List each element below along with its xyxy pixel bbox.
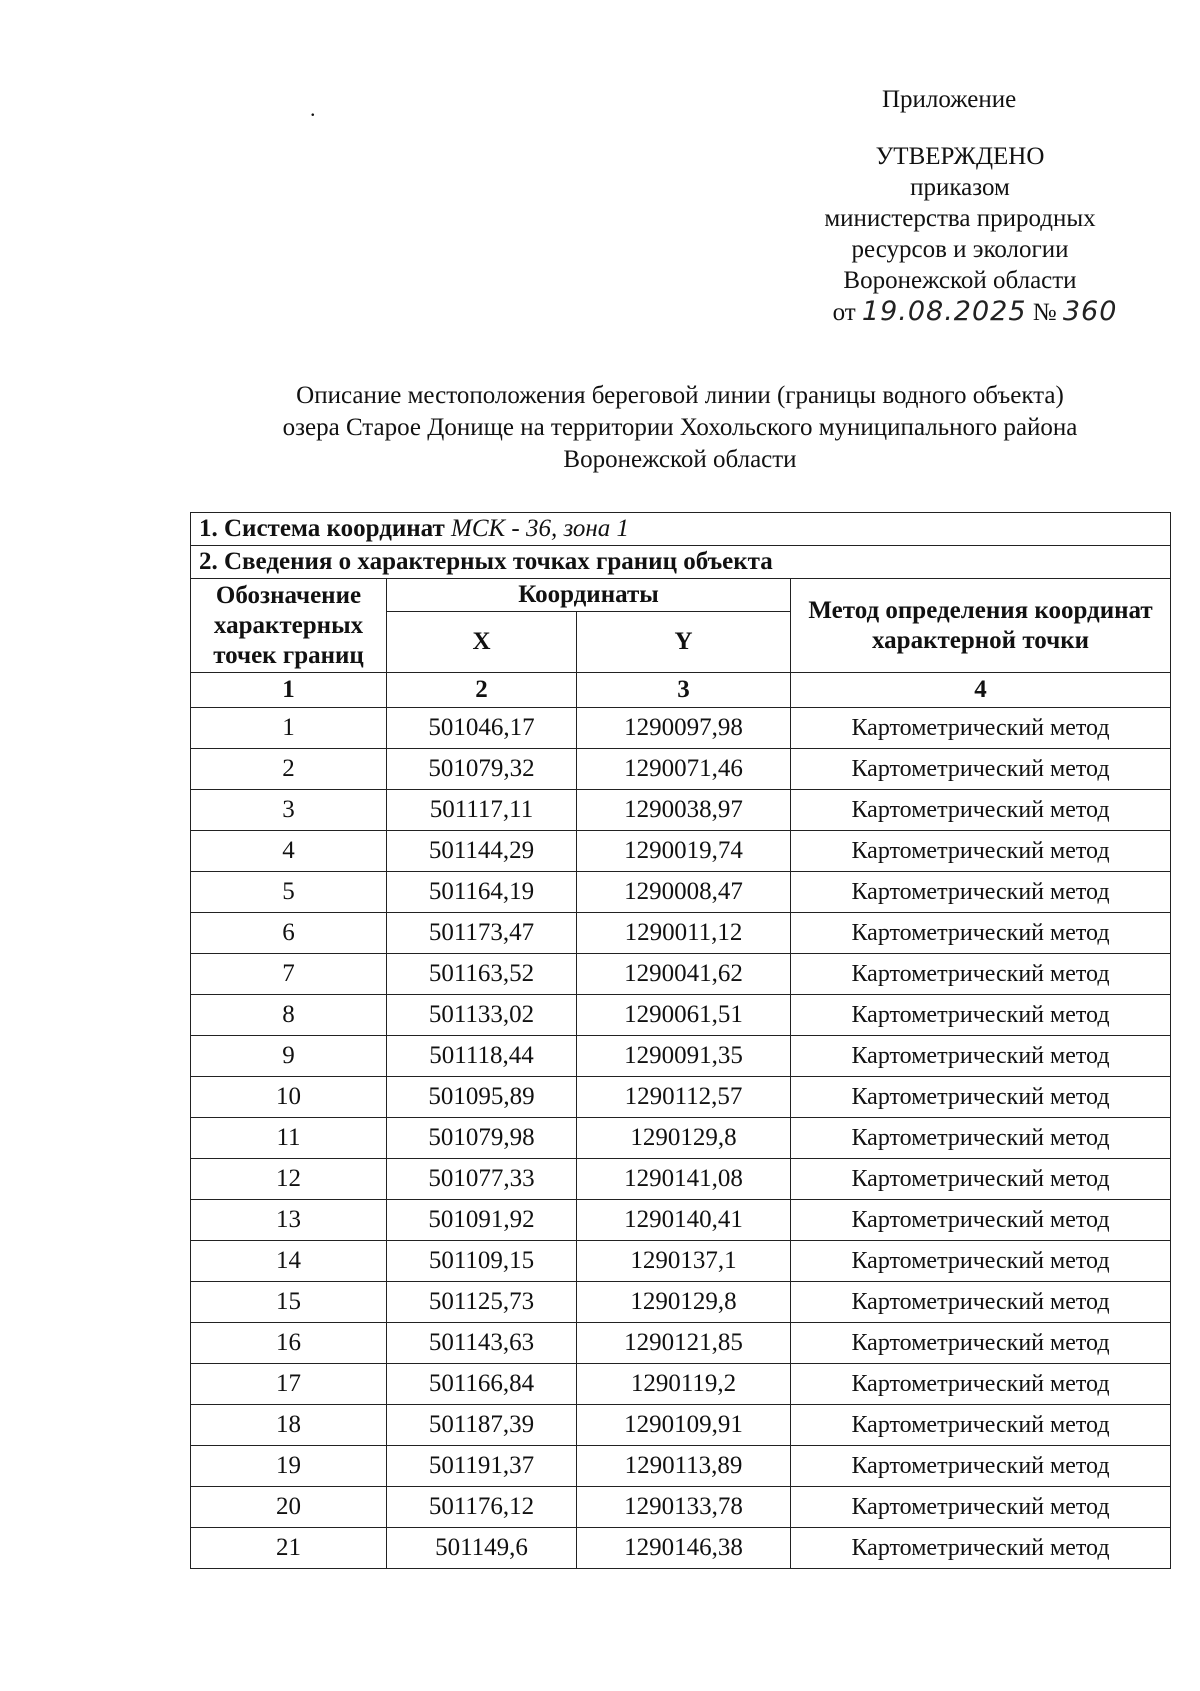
y-coordinate-cell: 1290091,35 [577, 1036, 791, 1077]
y-coordinate-cell: 1290141,08 [577, 1159, 791, 1200]
approval-line-1: приказом [910, 174, 1010, 201]
col-method-header: Метод определения координат характерной точки [791, 579, 1171, 673]
y-coordinate-cell: 1290121,85 [577, 1323, 791, 1364]
method-cell: Картометрический метод [791, 708, 1171, 749]
x-coordinate-cell: 501118,44 [387, 1036, 577, 1077]
method-cell: Картометрический метод [791, 1405, 1171, 1446]
system-label: 1. Система координат [199, 515, 445, 542]
table-row [191, 790, 1171, 831]
point-number-cell: 8 [191, 995, 387, 1036]
point-number-cell: 19 [191, 1446, 387, 1487]
title-line-1: Описание местоположения береговой линии (границы водного объекта) [296, 382, 1064, 409]
point-number-cell: 18 [191, 1405, 387, 1446]
x-coordinate-cell: 501117,11 [387, 790, 577, 831]
table-row [191, 1118, 1171, 1159]
point-number-cell: 17 [191, 1364, 387, 1405]
col-x-header: X [387, 612, 577, 673]
x-coordinate-cell: 501173,47 [387, 913, 577, 954]
method-cell: Картометрический метод [791, 1446, 1171, 1487]
x-coordinate-cell: 501079,32 [387, 749, 577, 790]
x-coordinate-cell: 501144,29 [387, 831, 577, 872]
col-number: 2 [387, 673, 577, 708]
table-row [191, 1159, 1171, 1200]
table-row [191, 708, 1171, 749]
approval-line-4: Воронежской области [843, 267, 1077, 294]
coordinates-table [190, 512, 1171, 1569]
table-row [191, 1200, 1171, 1241]
x-coordinate-cell: 501077,33 [387, 1159, 577, 1200]
document-title [180, 380, 1180, 476]
y-coordinate-cell: 1290119,2 [577, 1364, 791, 1405]
approved-label: УТВЕРЖДЕНО [875, 143, 1045, 170]
annex-label: Приложение [882, 86, 1017, 113]
x-coordinate-cell: 501095,89 [387, 1077, 577, 1118]
method-cell: Картометрический метод [791, 1282, 1171, 1323]
number-label: № [1032, 299, 1057, 326]
method-cell: Картометрический метод [791, 1118, 1171, 1159]
col-coords-header: Координаты [387, 579, 791, 612]
method-cell: Картометрический метод [791, 1528, 1171, 1569]
x-coordinate-cell: 501109,15 [387, 1241, 577, 1282]
x-coordinate-cell: 501149,6 [387, 1528, 577, 1569]
y-coordinate-cell: 1290133,78 [577, 1487, 791, 1528]
coordinate-system-cell [191, 513, 1171, 546]
x-coordinate-cell: 501191,37 [387, 1446, 577, 1487]
point-number-cell: 20 [191, 1487, 387, 1528]
x-coordinate-cell: 501163,52 [387, 954, 577, 995]
approval-line-3: ресурсов и экологии [851, 236, 1069, 263]
point-number-cell: 16 [191, 1323, 387, 1364]
from-label: от [832, 299, 856, 326]
table-row [191, 1282, 1171, 1323]
col-number: 4 [791, 673, 1171, 708]
table-row [191, 1036, 1171, 1077]
system-value: МСК - 36, зона 1 [451, 515, 630, 542]
order-number: 360 [1062, 296, 1118, 327]
column-numbers-row [191, 673, 1171, 708]
method-cell: Картометрический метод [791, 1159, 1171, 1200]
order-date-number [760, 296, 1160, 328]
x-coordinate-cell: 501143,63 [387, 1323, 577, 1364]
point-number-cell: 12 [191, 1159, 387, 1200]
table-row [191, 1528, 1171, 1569]
x-coordinate-cell: 501046,17 [387, 708, 577, 749]
col-number: 1 [191, 673, 387, 708]
point-number-cell: 4 [191, 831, 387, 872]
y-coordinate-cell: 1290137,1 [577, 1241, 791, 1282]
method-cell: Картометрический метод [791, 1036, 1171, 1077]
x-coordinate-cell: 501164,19 [387, 872, 577, 913]
y-coordinate-cell: 1290109,91 [577, 1405, 791, 1446]
y-coordinate-cell: 1290140,41 [577, 1200, 791, 1241]
y-coordinate-cell: 1290019,74 [577, 831, 791, 872]
point-number-cell: 1 [191, 708, 387, 749]
table-row [191, 1364, 1171, 1405]
table-row [191, 954, 1171, 995]
title-line-2: озера Старое Донище на территории Хохольского муниципального района [282, 414, 1078, 441]
point-number-cell: 3 [191, 790, 387, 831]
method-cell: Картометрический метод [791, 872, 1171, 913]
table-row [191, 1405, 1171, 1446]
y-coordinate-cell: 1290129,8 [577, 1118, 791, 1159]
method-cell: Картометрический метод [791, 995, 1171, 1036]
y-coordinate-cell: 1290112,57 [577, 1077, 791, 1118]
y-coordinate-cell: 1290113,89 [577, 1446, 791, 1487]
method-cell: Картометрический метод [791, 1364, 1171, 1405]
title-line-3: Воронежской области [563, 446, 797, 473]
point-number-cell: 21 [191, 1528, 387, 1569]
stray-dot: . [310, 96, 316, 121]
point-number-cell: 6 [191, 913, 387, 954]
info-label: 2. Сведения о характерных точках границ объекта [191, 546, 1171, 579]
table-row [191, 913, 1171, 954]
approval-line-2: министерства природных [824, 205, 1096, 232]
point-number-cell: 14 [191, 1241, 387, 1282]
point-number-cell: 9 [191, 1036, 387, 1077]
table-row [191, 749, 1171, 790]
system-row [191, 513, 1171, 546]
y-coordinate-cell: 1290008,47 [577, 872, 791, 913]
method-cell: Картометрический метод [791, 1323, 1171, 1364]
table-row [191, 1446, 1171, 1487]
y-coordinate-cell: 1290041,62 [577, 954, 791, 995]
method-cell: Картометрический метод [791, 1077, 1171, 1118]
point-number-cell: 11 [191, 1118, 387, 1159]
method-cell: Картометрический метод [791, 1200, 1171, 1241]
table-row [191, 831, 1171, 872]
y-coordinate-cell: 1290011,12 [577, 913, 791, 954]
point-number-cell: 2 [191, 749, 387, 790]
x-coordinate-cell: 501187,39 [387, 1405, 577, 1446]
y-coordinate-cell: 1290038,97 [577, 790, 791, 831]
table-body [191, 708, 1171, 1569]
point-number-cell: 15 [191, 1282, 387, 1323]
method-cell: Картометрический метод [791, 790, 1171, 831]
table-row [191, 1323, 1171, 1364]
col-number: 3 [577, 673, 791, 708]
x-coordinate-cell: 501166,84 [387, 1364, 577, 1405]
x-coordinate-cell: 501091,92 [387, 1200, 577, 1241]
method-cell: Картометрический метод [791, 749, 1171, 790]
y-coordinate-cell: 1290146,38 [577, 1528, 791, 1569]
order-date: 19.08.2025 [861, 296, 1027, 327]
y-coordinate-cell: 1290071,46 [577, 749, 791, 790]
table-row [191, 1077, 1171, 1118]
x-coordinate-cell: 501176,12 [387, 1487, 577, 1528]
y-coordinate-cell: 1290129,8 [577, 1282, 791, 1323]
method-cell: Картометрический метод [791, 954, 1171, 995]
table-row [191, 995, 1171, 1036]
method-cell: Картометрический метод [791, 1487, 1171, 1528]
col-point-header: Обозначение характерных точек границ [191, 579, 387, 673]
y-coordinate-cell: 1290061,51 [577, 995, 791, 1036]
point-number-cell: 10 [191, 1077, 387, 1118]
x-coordinate-cell: 501133,02 [387, 995, 577, 1036]
y-coordinate-cell: 1290097,98 [577, 708, 791, 749]
col-y-header: Y [577, 612, 791, 673]
approval-block [760, 84, 1160, 328]
info-row [191, 546, 1171, 579]
table-row [191, 1487, 1171, 1528]
x-coordinate-cell: 501079,98 [387, 1118, 577, 1159]
point-number-cell: 7 [191, 954, 387, 995]
method-cell: Картометрический метод [791, 913, 1171, 954]
method-cell: Картометрический метод [791, 831, 1171, 872]
header-row-1 [191, 579, 1171, 612]
table-row [191, 872, 1171, 913]
point-number-cell: 5 [191, 872, 387, 913]
table-row [191, 1241, 1171, 1282]
x-coordinate-cell: 501125,73 [387, 1282, 577, 1323]
method-cell: Картометрический метод [791, 1241, 1171, 1282]
point-number-cell: 13 [191, 1200, 387, 1241]
